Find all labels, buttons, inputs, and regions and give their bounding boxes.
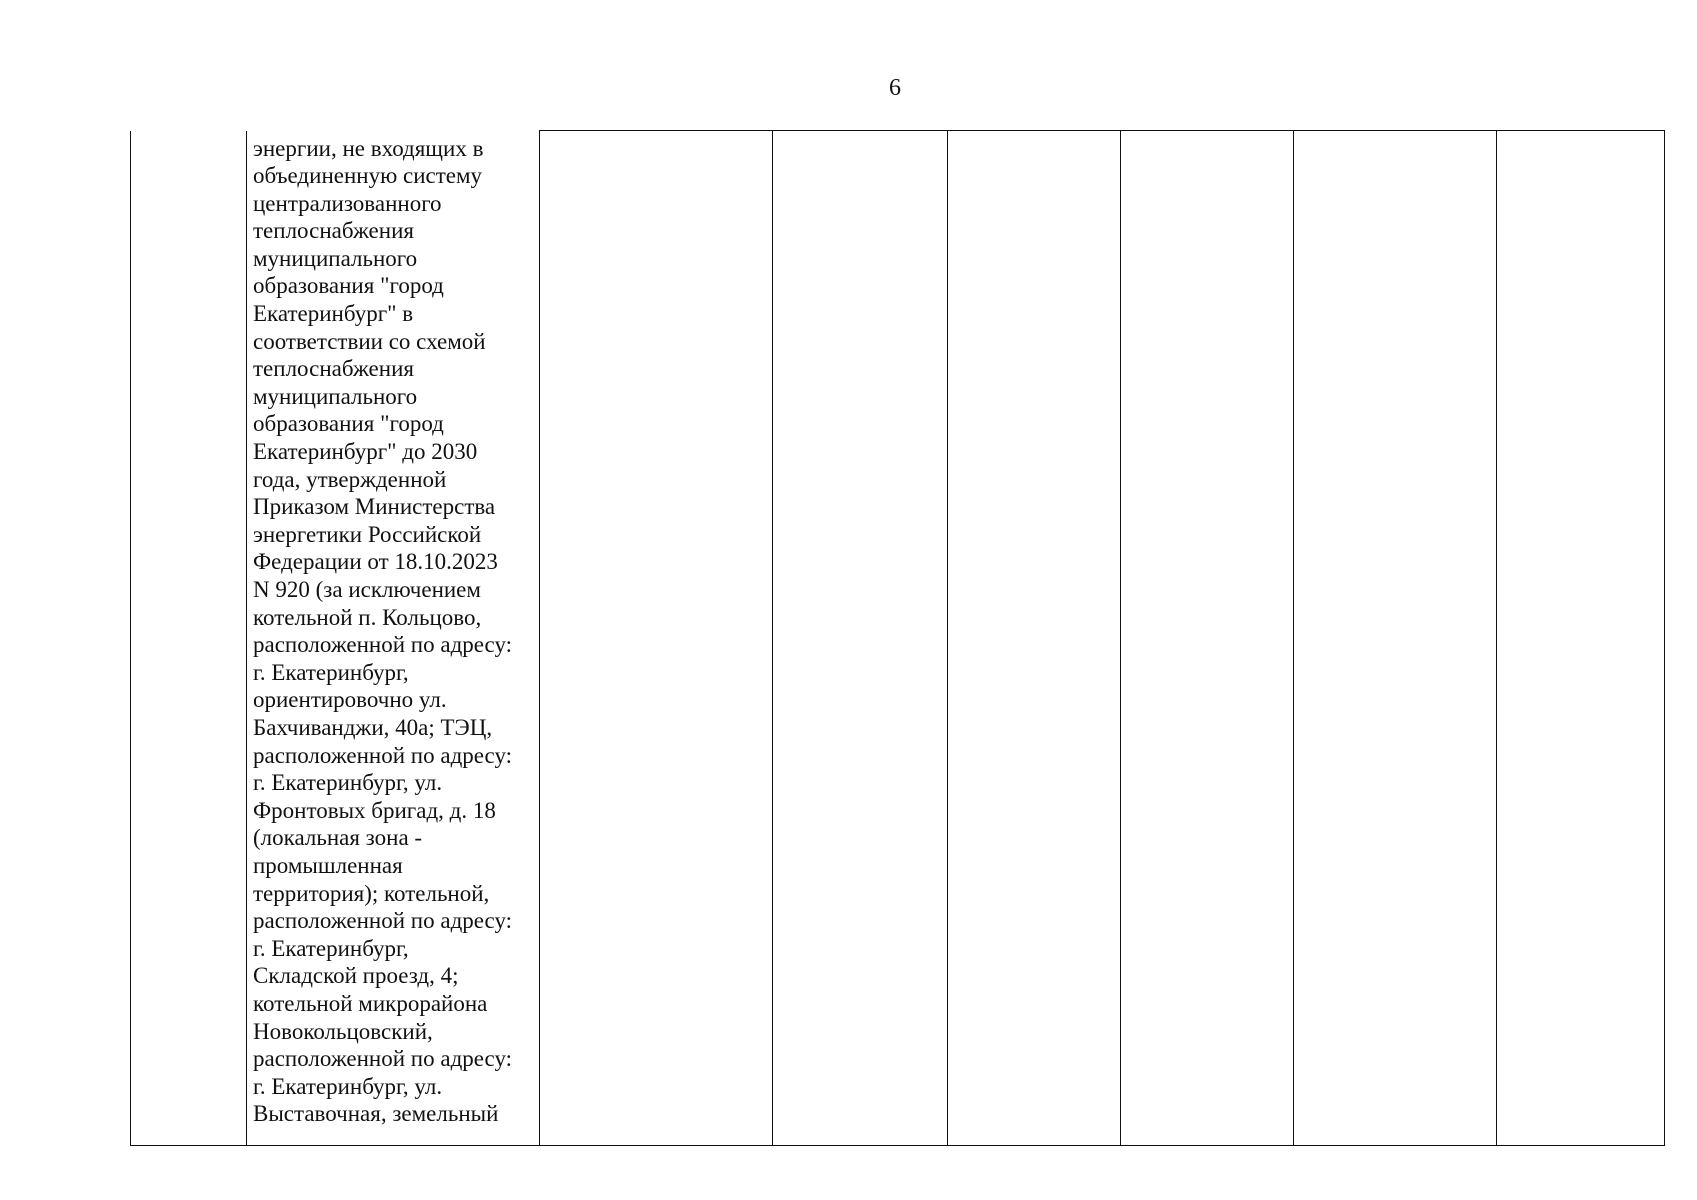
continuation-table [130, 130, 1665, 1146]
table-cell-description [247, 131, 540, 1146]
table-row [131, 131, 1665, 1146]
description-text: энергии, не входящих в объединенную систему централизованного теплоснабжения муниципального образования "город Екатеринбург" в соответствии со схемой теплоснабжения муниципального образования "город Екатеринбург" до 2030 года, утвержденной Приказом Министерства энергетики Российской Федерации от 18.10.2023 N 920 (за исключением котельной п. Кольцово, расположенной по адресу: г. Екатеринбург, ориентировочно ул. Бахчиванджи, 40а; ТЭЦ, расположенной по адресу: г. Екатеринбург, ул. Фронтовых бригад, д. 18 (локальная зона - промышленная территория); котельной, расположенной по адресу: г. Екатеринбург, Складской проезд, 4; котельной микрорайона Новокольцовский, расположенной по адресу: г. Екатеринбург, ул. Выставочная, земельный [253, 135, 513, 1127]
table-cell-col6 [1121, 131, 1294, 1146]
table-cell-col5 [948, 131, 1121, 1146]
table-cell-col3 [540, 131, 773, 1146]
table-cell-number [131, 131, 247, 1146]
table-cell-col7 [1294, 131, 1497, 1146]
page-number: 6 [889, 75, 901, 101]
table-cell-col4 [773, 131, 948, 1146]
table-cell-col8 [1497, 131, 1665, 1146]
